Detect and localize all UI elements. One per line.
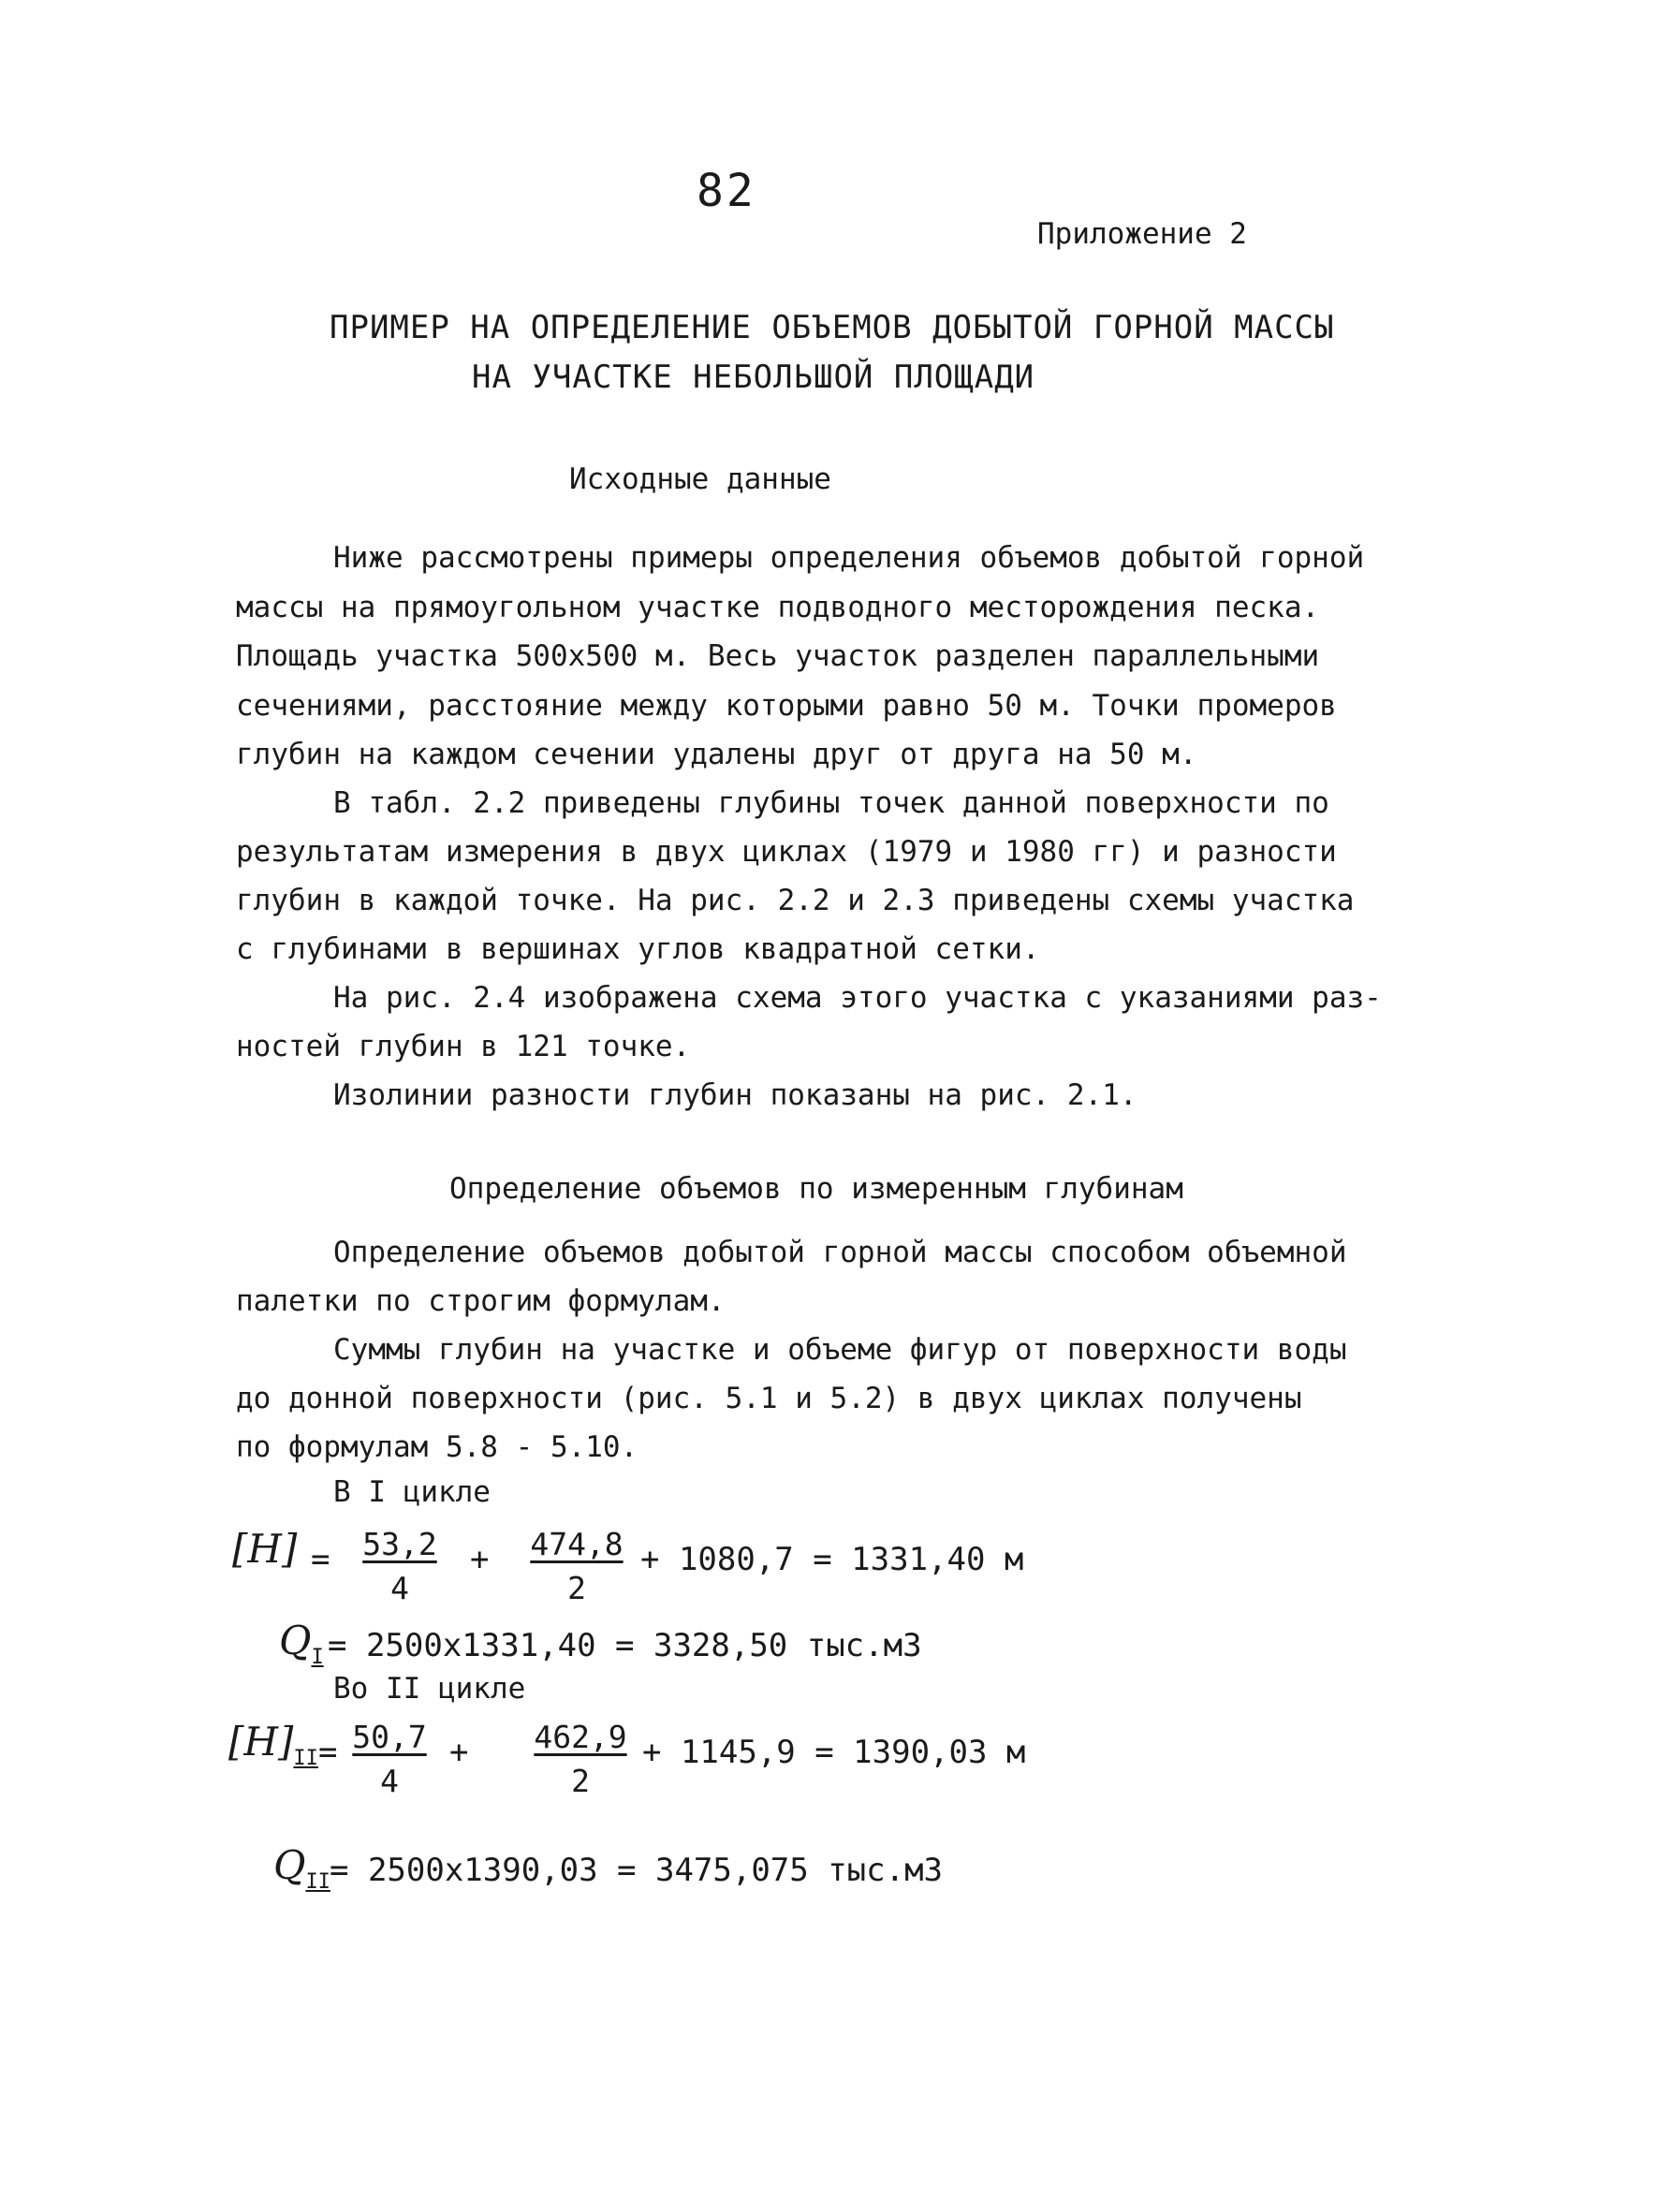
- q-subscript: II: [305, 1870, 330, 1894]
- paragraph-line: глубин в каждой точке. На рис. 2.2 и 2.3 приведены схемы участка: [236, 884, 1355, 917]
- q-expression-cycle-2: = 2500х1390,03 = 3475,075 тыс.м3: [330, 1852, 944, 1889]
- paragraph-line: палетки по строгим формулам.: [236, 1284, 726, 1318]
- section-heading-source-data: Исходные данные: [569, 462, 831, 496]
- fraction-numerator: 53,2: [362, 1526, 437, 1562]
- sum-depth-symbol: [H]: [228, 1719, 294, 1765]
- paragraph-line: сечениями, расстояние между которыми равно 50 м. Точки промеров: [236, 689, 1337, 723]
- appendix-label: Приложение 2: [1037, 217, 1247, 251]
- fraction-1-cycle-2: [333, 1719, 446, 1799]
- paragraph-line: В табл. 2.2 приведены глубины точек данной поверхности по: [333, 786, 1329, 820]
- paragraph-line: результатам измерения в двух циклах (1979 и 1980 гг) и разности: [236, 835, 1337, 869]
- paragraph-line: Изолинии разности глубин показаны на рис. 2.1.: [333, 1078, 1137, 1112]
- equals-sign: =: [318, 1734, 338, 1771]
- q-expression-cycle-1: = 2500х1331,40 = 3328,50 тыс.м3: [328, 1627, 922, 1664]
- formula-h-cycle-1: [232, 1526, 297, 1572]
- fraction-denominator: 4: [380, 1763, 399, 1799]
- paragraph-line: по формулам 5.8 - 5.10.: [236, 1430, 638, 1464]
- paragraph-line: Площадь участка 500х500 м. Весь участок разделен параллельными: [236, 639, 1320, 673]
- q-volume-cycle-2: [273, 1842, 330, 1894]
- page-number: 82: [697, 165, 756, 217]
- fraction-1-cycle-1: [339, 1526, 461, 1606]
- cycle-2-label: Во II цикле: [333, 1672, 526, 1706]
- paragraph-line: до донной поверхности (рис. 5.1 и 5.2) в двух циклах получены: [236, 1382, 1302, 1415]
- document-title-line-1: ПРИМЕР НА ОПРЕДЕЛЕНИЕ ОБЪЕМОВ ДОБЫТОЙ ГОРНОЙ МАССЫ: [330, 309, 1335, 346]
- fraction-denominator: 2: [571, 1763, 590, 1799]
- formula-h-cycle-2: [228, 1719, 318, 1770]
- paragraph-line: Определение объемов добытой горной массы способом объемной: [333, 1236, 1347, 1269]
- formula-remainder-cycle-2: + 1145,9 = 1390,03 м: [642, 1734, 1026, 1771]
- fraction-2-cycle-2: [524, 1719, 637, 1799]
- equals-sign: =: [311, 1541, 330, 1578]
- paragraph-line: ностей глубин в 121 точке.: [236, 1030, 691, 1063]
- paragraph-line: глубин на каждом сечении удалены друг от друга на 50 м.: [236, 738, 1197, 771]
- fraction-denominator: 2: [567, 1570, 586, 1606]
- paragraph-line: Ниже рассмотрены примеры определения объемов добытой горной: [333, 541, 1365, 575]
- sum-depth-symbol: [H]: [232, 1526, 298, 1572]
- document-title-line-2: НА УЧАСТКЕ НЕБОЛЬШОЙ ПЛОЩАДИ: [472, 359, 1035, 396]
- fraction-denominator: 4: [390, 1570, 409, 1606]
- paragraph-line: На рис. 2.4 изображена схема этого участка с указаниями раз-: [333, 981, 1382, 1015]
- q-symbol: Q: [279, 1618, 312, 1663]
- h-subscript: II: [293, 1747, 318, 1770]
- plus-sign: +: [470, 1541, 490, 1578]
- q-volume-cycle-1: [279, 1618, 324, 1669]
- fraction-2-cycle-1: [521, 1526, 633, 1606]
- q-subscript: I: [311, 1646, 324, 1669]
- paragraph-line: с глубинами в вершинах углов квадратной сетки.: [236, 932, 1040, 966]
- fraction-numerator: 474,8: [530, 1526, 624, 1562]
- paragraph-line: Суммы глубин на участке и объеме фигур от поверхности воды: [333, 1333, 1347, 1367]
- fraction-numerator: 462,9: [534, 1719, 627, 1755]
- formula-remainder-cycle-1: + 1080,7 = 1331,40 м: [640, 1541, 1024, 1578]
- plus-sign: +: [449, 1734, 469, 1771]
- fraction-numerator: 50,7: [352, 1719, 427, 1755]
- paragraph-line: массы на прямоугольном участке подводного месторождения песка.: [236, 591, 1320, 624]
- section-heading-volume-determination: Определение объемов по измеренным глубинам: [449, 1172, 1183, 1206]
- q-symbol: Q: [273, 1842, 306, 1888]
- cycle-1-label: В I цикле: [333, 1475, 491, 1509]
